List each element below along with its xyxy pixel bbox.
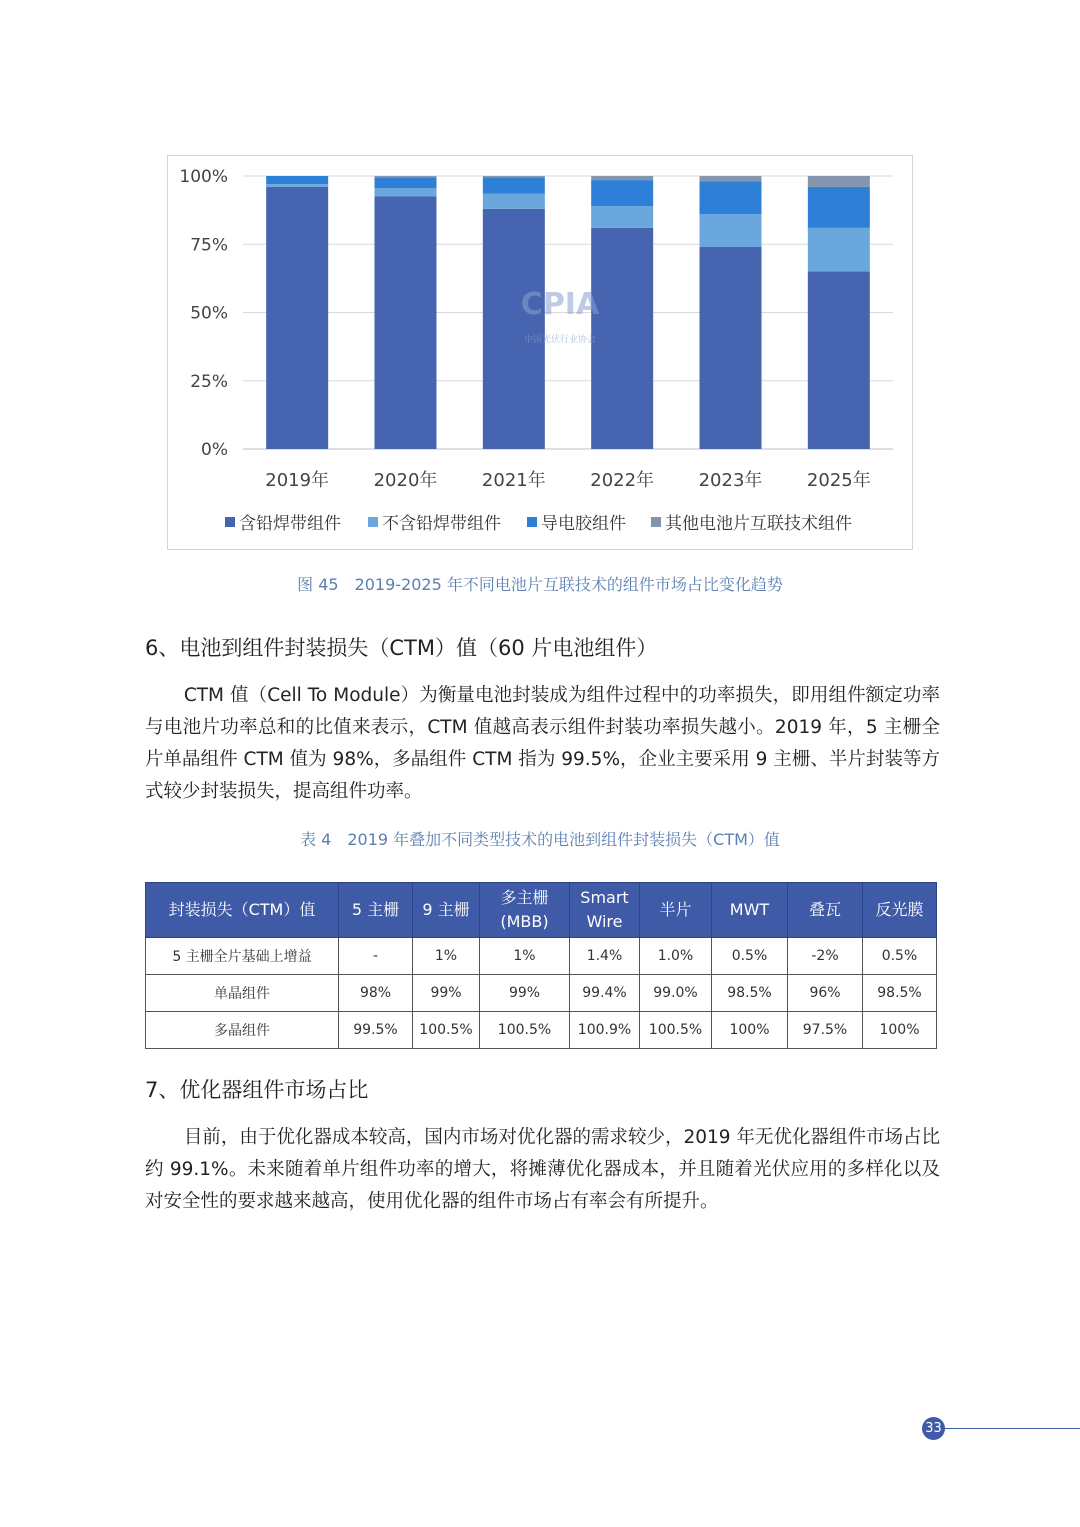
bar-segment [591,228,653,449]
x-tick-label: 2021年 [481,470,546,491]
table-cell: 99% [413,975,480,1012]
page-number-rule [945,1428,1080,1429]
bar-segment [375,196,437,449]
bar-segment [591,176,653,180]
bar-segment [591,206,653,228]
bar-segment [808,272,870,449]
table-row [146,975,937,1012]
legend-swatch [527,517,537,527]
table-header-cell: 叠瓦 [788,883,863,938]
bar-segment [591,180,653,206]
table-header-cell: 多主栅 (MBB) [480,883,570,938]
y-tick-label: 0% [201,440,228,460]
bar-segment [700,214,762,247]
section-7-heading: 7、优化器组件市场占比 [145,1078,369,1102]
y-tick-label: 75% [190,235,228,256]
table-cell: 0.5% [863,938,937,975]
table-cell: 99.5% [339,1012,413,1049]
table-cell: 5 主栅全片基础上增益 [146,938,339,975]
table-header-cell: 反光膜 [863,883,937,938]
legend-label: 含铅焊带组件 [239,514,341,534]
watermark-text: 中国光伏行业协会 [523,335,597,345]
bar-segment [266,176,328,184]
x-tick-label: 2023年 [698,470,763,491]
table-cell: 1.4% [570,938,640,975]
table-cell: 98.5% [712,975,788,1012]
table-header-cell: Smart Wire [570,883,640,938]
ctm-table [145,882,937,1049]
bar-segment [266,187,328,449]
bar-segment [700,181,762,214]
table-cell: 98% [339,975,413,1012]
stacked-bar-chart [168,156,914,551]
section-6-paragraph: CTM 值（Cell To Module）为衡量电池封装成为组件过程中的功率损失，即用组件额定功率与电池片功率总和的比值来表示，CTM 值越高表示组件封装功率损失越小。2019 年，5 主栅全片单晶组件 CTM 值为 98%，多晶组件 CTM 指为 99.5%，企业主要采用 9 主栅、半片封装等方式较少封装损失，提高组件功率。 [145,685,940,802]
table-row [146,1012,937,1049]
bar-segment [483,176,545,177]
table-cell: 100.5% [480,1012,570,1049]
table-cell: 97.5% [788,1012,863,1049]
bar-segment [483,194,545,209]
table-cell: 99.0% [640,975,712,1012]
table-cell: 100% [712,1012,788,1049]
y-tick-label: 50% [190,303,228,324]
table-header-cell: MWT [712,883,788,938]
bar-segment [808,228,870,272]
table-header-cell: 封装损失（CTM）值 [146,883,339,938]
table-cell: 98.5% [863,975,937,1012]
bar-segment [700,176,762,181]
page-number: 33 [922,1417,945,1440]
bar-segment [375,188,437,196]
legend-label: 不含铅焊带组件 [382,514,501,534]
chart-container [167,155,913,550]
legend-label: 其他电池片互联技术组件 [665,514,852,534]
legend-label: 导电胶组件 [541,514,626,534]
table-header-cell: 半片 [640,883,712,938]
section-6-heading: 6、电池到组件封装损失（CTM）值（60 片电池组件） [145,636,658,660]
table-cell: 100.5% [640,1012,712,1049]
bar-segment [808,176,870,187]
table-header-cell: 5 主栅 [339,883,413,938]
table-cell: -2% [788,938,863,975]
table-cell: 100% [863,1012,937,1049]
table-cell: 1% [480,938,570,975]
table-cell: 100.5% [413,1012,480,1049]
table-row [146,938,937,975]
table-cell: 99.4% [570,975,640,1012]
y-tick-label: 100% [179,167,228,187]
x-tick-label: 2022年 [590,470,655,491]
table-cell: 0.5% [712,938,788,975]
table-cell: 99% [480,975,570,1012]
bar-segment [808,187,870,228]
table-cell: - [339,938,413,975]
table-cell: 1.0% [640,938,712,975]
bar-segment [375,177,437,188]
section-7-paragraph: 目前，由于优化器成本较高，国内市场对优化器的需求较少，2019 年无优化器组件市场占比约 99.1%。未来随着单片组件功率的增大，将摊薄优化器成本，并且随着光伏应用的多样化以及对安全性的要求越来越高，使用优化器的组件市场占有率会有所提升。 [145,1127,940,1212]
figure-caption: 图 45 2019-2025 年不同电池片互联技术的组件市场占比变化趋势 [297,575,783,594]
table-cell: 96% [788,975,863,1012]
legend-swatch [225,517,235,527]
table-cell: 单晶组件 [146,975,339,1012]
x-tick-label: 2020年 [373,470,438,491]
legend-swatch [651,517,661,527]
bar-segment [483,177,545,193]
x-tick-label: 2025年 [806,470,871,491]
bar-segment [266,184,328,187]
x-tick-label: 2019年 [265,470,330,491]
legend-swatch [368,517,378,527]
table-cell: 多晶组件 [146,1012,339,1049]
table-header-row [146,883,937,938]
y-tick-label: 25% [190,371,228,392]
table-cell: 100.9% [570,1012,640,1049]
table-header-cell: 9 主栅 [413,883,480,938]
bar-segment [483,209,545,449]
watermark-logo: CPIA [520,287,600,322]
table-cell: 1% [413,938,480,975]
bar-segment [375,176,437,177]
bar-segment [700,247,762,449]
table-caption: 表 4 2019 年叠加不同类型技术的电池到组件封装损失（CTM）值 [300,830,780,849]
